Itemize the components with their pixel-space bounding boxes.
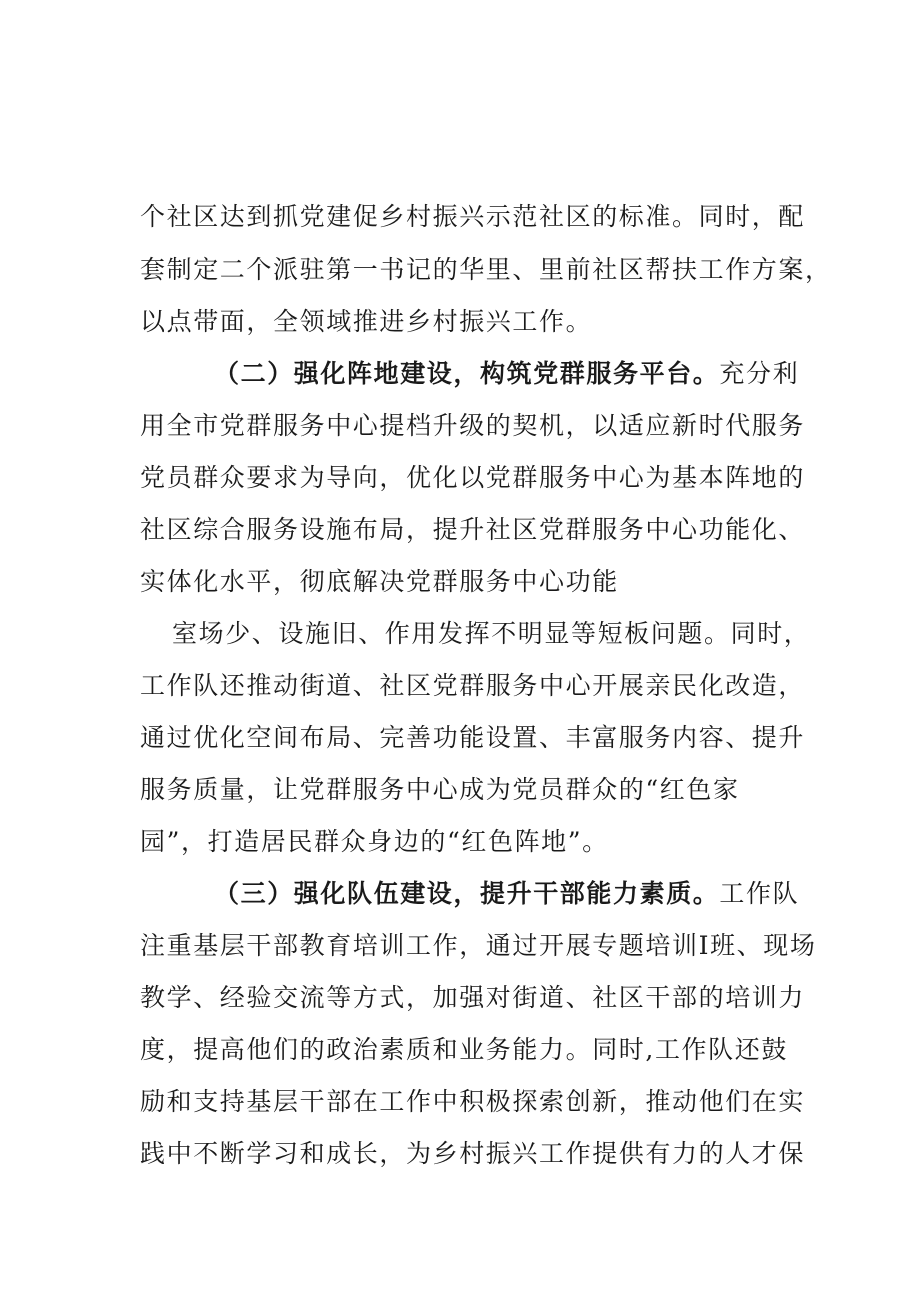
- paragraph-line: 服务质量，让党群服务中心成为党员群众的“红色家: [140, 775, 740, 804]
- paragraph-line: 党员群众要求为导向，优化以党群服务中心为基本阵地的: [140, 463, 806, 492]
- section-3-first-line: [214, 874, 874, 914]
- paragraph-line: 通过优化空间布局、完善功能设置、丰富服务内容、提升: [140, 723, 806, 752]
- paragraph-line: 园”，打造居民群众身边的“红色阵地”。: [140, 827, 609, 856]
- section-2-lead-text: 充分利: [719, 359, 800, 388]
- section-3-lead-text: 工作队: [719, 879, 800, 908]
- paragraph-line: 个社区达到抓党建促乡村振兴示范社区的标准。同时，配: [140, 202, 806, 231]
- paragraph-line: 教学、经验交流等方式，加强对街道、社区干部的培训力: [140, 983, 806, 1012]
- paragraph-line: 社区综合服务设施布局，提升社区党群服务中心功能化、: [140, 515, 806, 544]
- paragraph-line: 工作队还推动街道、社区党群服务中心开展亲民化改造，: [140, 671, 806, 700]
- paragraph-line: 践中不断学习和成长，为乡村振兴工作提供有力的人才保: [140, 1139, 806, 1168]
- section-2-heading: （二）强化阵地建设，构筑党群服务平台。: [214, 359, 720, 388]
- paragraph-line: 励和支持基层干部在工作中积极探索创新，推动他们在实: [140, 1087, 806, 1116]
- section-3-heading: （三）强化队伍建设，提升干部能力素质。: [214, 879, 720, 908]
- paragraph-line: 套制定二个派驻第一书记的华里、里前社区帮扶工作方案，: [140, 255, 832, 284]
- section-2-first-line: [214, 354, 874, 394]
- paragraph-line: 用全市党群服务中心提档升级的契机，以适应新时代服务: [140, 411, 806, 440]
- paragraph-line: 以点带面，全领域推进乡村振兴工作。: [140, 307, 593, 336]
- paragraph-line: 注重基层干部教育培训工作，通过开展专题培训I班、现场: [140, 931, 817, 960]
- paragraph-line: 度，提高他们的政治素质和业务能力。同时,工作队还鼓: [140, 1035, 788, 1064]
- paragraph-line: 室场少、设施旧、作用发挥不明显等短板问题。同时，: [172, 619, 811, 648]
- paragraph-line: 实体化水平，彻底解决党群服务中心功能: [140, 567, 619, 596]
